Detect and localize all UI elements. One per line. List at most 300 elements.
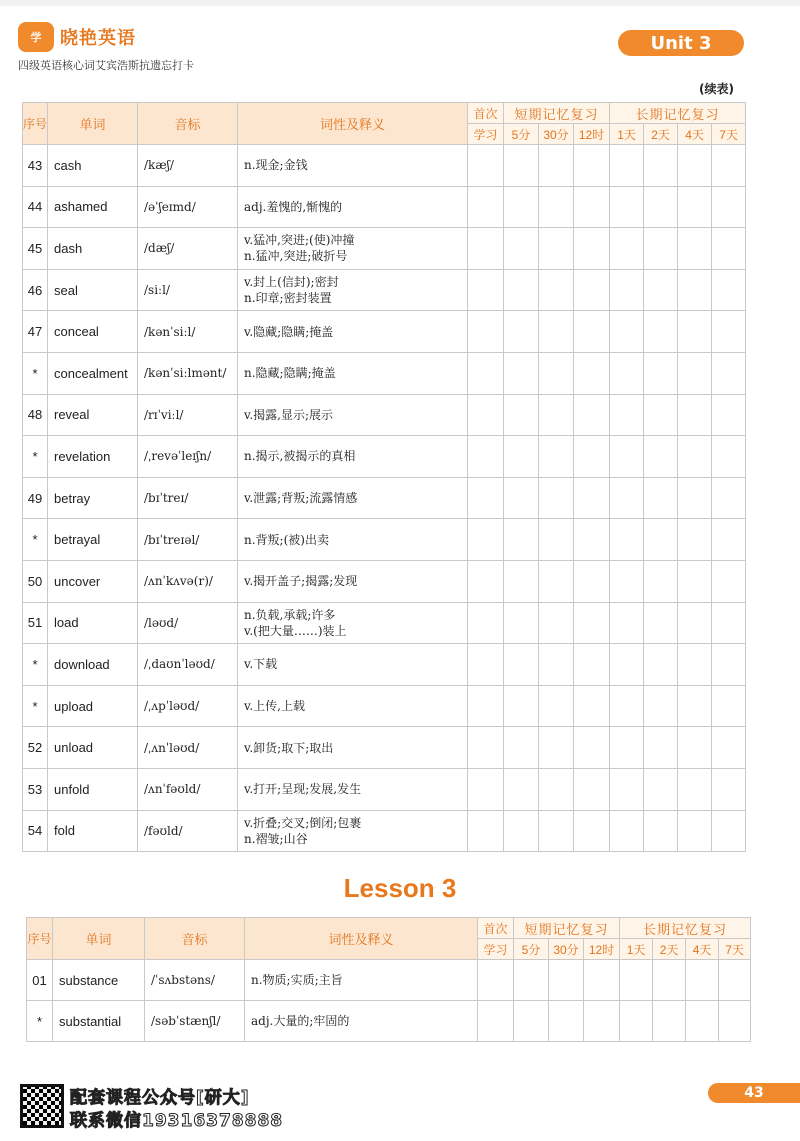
word-phonetic: /kənˈsiːlmənt/ <box>138 352 238 394</box>
word-number: 53 <box>23 768 48 810</box>
word-definition <box>238 311 468 353</box>
review-checkbox-cell[interactable] <box>678 560 712 602</box>
review-checkbox-cell[interactable] <box>712 644 746 686</box>
word-definition <box>238 228 468 270</box>
word-phonetic: /ˈsʌbstəns/ <box>145 960 245 1001</box>
review-checkbox-cell[interactable] <box>468 644 504 686</box>
review-checkbox-cell[interactable] <box>712 477 746 519</box>
header-first-study: 首次 <box>478 918 514 939</box>
review-checkbox-cell[interactable] <box>468 768 504 810</box>
review-checkbox-cell[interactable] <box>574 352 610 394</box>
header-interval: 5分 <box>514 939 549 960</box>
definition-line: n.隐藏;隐瞒;掩盖 <box>244 366 336 381</box>
page-top-strip <box>0 0 800 6</box>
word-text: conceal <box>48 311 138 353</box>
review-checkbox-cell[interactable] <box>539 145 574 187</box>
review-checkbox-cell[interactable] <box>574 394 610 436</box>
header-interval: 4天 <box>686 939 719 960</box>
header-interval: 12时 <box>574 124 610 145</box>
lesson-vocab-table <box>26 917 751 1042</box>
vocab-table <box>22 102 746 852</box>
review-checkbox-cell[interactable] <box>468 186 504 228</box>
definition-line: v.揭露,显示;展示 <box>244 407 334 422</box>
word-text: reveal <box>48 394 138 436</box>
review-checkbox-cell[interactable] <box>678 394 712 436</box>
review-checkbox-cell[interactable] <box>644 727 678 769</box>
definition-line: v.折叠;交叉;倒闭;包裹 <box>244 815 362 830</box>
review-checkbox-cell[interactable] <box>610 644 644 686</box>
word-number: * <box>23 519 48 561</box>
review-checkbox-cell[interactable] <box>504 145 539 187</box>
review-checkbox-cell[interactable] <box>644 602 678 644</box>
word-text: upload <box>48 685 138 727</box>
word-definition <box>238 269 468 311</box>
review-checkbox-cell[interactable] <box>539 727 574 769</box>
word-definition <box>238 768 468 810</box>
review-checkbox-cell[interactable] <box>549 960 584 1001</box>
unit-label: Unit 3 <box>618 30 744 56</box>
word-text: substance <box>53 960 145 1001</box>
word-number: * <box>23 685 48 727</box>
word-definition <box>238 145 468 187</box>
review-checkbox-cell[interactable] <box>712 519 746 561</box>
review-checkbox-cell[interactable] <box>539 519 574 561</box>
definition-line: v.(把大量……)装上 <box>244 623 347 638</box>
word-phonetic: /ləʊd/ <box>138 602 238 644</box>
review-checkbox-cell[interactable] <box>644 186 678 228</box>
review-checkbox-cell[interactable] <box>504 228 539 270</box>
word-definition <box>238 186 468 228</box>
word-phonetic: /ˌʌpˈləʊd/ <box>138 685 238 727</box>
review-checkbox-cell[interactable] <box>539 810 574 852</box>
review-checkbox-cell[interactable] <box>678 644 712 686</box>
review-checkbox-cell[interactable] <box>610 560 644 602</box>
table-row <box>27 960 751 1001</box>
definition-line: v.隐藏;隐瞒;掩盖 <box>244 324 334 339</box>
review-checkbox-cell[interactable] <box>549 1001 584 1042</box>
word-text: revelation <box>48 436 138 478</box>
review-checkbox-cell[interactable] <box>644 352 678 394</box>
header-first-study-2: 学习 <box>478 939 514 960</box>
review-checkbox-cell[interactable] <box>468 727 504 769</box>
review-checkbox-cell[interactable] <box>678 352 712 394</box>
word-number: * <box>23 644 48 686</box>
review-checkbox-cell[interactable] <box>610 311 644 353</box>
review-checkbox-cell[interactable] <box>574 145 610 187</box>
review-checkbox-cell[interactable] <box>504 768 539 810</box>
word-phonetic: /ˌdaʊnˈləʊd/ <box>138 644 238 686</box>
word-number: 45 <box>23 228 48 270</box>
word-definition <box>238 436 468 478</box>
word-number: 52 <box>23 727 48 769</box>
review-checkbox-cell[interactable] <box>539 685 574 727</box>
review-checkbox-cell[interactable] <box>644 394 678 436</box>
review-checkbox-cell[interactable] <box>678 186 712 228</box>
review-checkbox-cell[interactable] <box>478 960 514 1001</box>
review-checkbox-cell[interactable] <box>644 269 678 311</box>
review-checkbox-cell[interactable] <box>539 228 574 270</box>
review-checkbox-cell[interactable] <box>504 311 539 353</box>
word-definition <box>238 560 468 602</box>
review-checkbox-cell[interactable] <box>678 685 712 727</box>
review-checkbox-cell[interactable] <box>644 810 678 852</box>
review-checkbox-cell[interactable] <box>644 477 678 519</box>
definition-line: v.打开;呈现;发展,发生 <box>244 782 362 797</box>
review-checkbox-cell[interactable] <box>539 269 574 311</box>
word-definition <box>238 519 468 561</box>
review-checkbox-cell[interactable] <box>468 352 504 394</box>
review-checkbox-cell[interactable] <box>468 810 504 852</box>
review-checkbox-cell[interactable] <box>539 394 574 436</box>
footer-promo-line-2: 联系微信19316378888 <box>70 1111 284 1131</box>
word-definition <box>245 960 478 1001</box>
table-row <box>23 269 746 311</box>
review-checkbox-cell[interactable] <box>678 602 712 644</box>
review-checkbox-cell[interactable] <box>468 394 504 436</box>
definition-line: v.泄露;背叛;流露情感 <box>244 491 358 506</box>
review-checkbox-cell[interactable] <box>644 560 678 602</box>
review-checkbox-cell[interactable] <box>539 644 574 686</box>
definition-line: n.揭示,被揭示的真相 <box>244 449 356 464</box>
word-phonetic: /bɪˈtreɪəl/ <box>138 519 238 561</box>
review-checkbox-cell[interactable] <box>644 145 678 187</box>
review-checkbox-cell[interactable] <box>468 228 504 270</box>
review-checkbox-cell[interactable] <box>712 685 746 727</box>
table-row <box>23 145 746 187</box>
review-checkbox-cell[interactable] <box>678 269 712 311</box>
review-checkbox-cell[interactable] <box>719 1001 751 1042</box>
review-checkbox-cell[interactable] <box>712 727 746 769</box>
definition-line: n.现金;金钱 <box>244 158 308 173</box>
word-phonetic: /rɪˈviːl/ <box>138 394 238 436</box>
word-text: unload <box>48 727 138 769</box>
word-definition <box>238 685 468 727</box>
review-checkbox-cell[interactable] <box>610 810 644 852</box>
word-number: 50 <box>23 560 48 602</box>
header-interval: 5分 <box>504 124 539 145</box>
review-checkbox-cell[interactable] <box>504 394 539 436</box>
review-checkbox-cell[interactable] <box>644 436 678 478</box>
review-checkbox-cell[interactable] <box>678 810 712 852</box>
table-row <box>23 519 746 561</box>
word-text: seal <box>48 269 138 311</box>
review-checkbox-cell[interactable] <box>504 644 539 686</box>
review-checkbox-cell[interactable] <box>610 394 644 436</box>
header-interval: 4天 <box>678 124 712 145</box>
word-phonetic: /siːl/ <box>138 269 238 311</box>
word-text: concealment <box>48 352 138 394</box>
word-number: 48 <box>23 394 48 436</box>
table-row <box>23 644 746 686</box>
word-number: 51 <box>23 602 48 644</box>
review-checkbox-cell[interactable] <box>574 768 610 810</box>
review-checkbox-cell[interactable] <box>610 727 644 769</box>
header-definition: 词性及释义 <box>245 918 478 960</box>
definition-line: v.揭开盖子;揭露;发现 <box>244 574 358 589</box>
review-checkbox-cell[interactable] <box>468 519 504 561</box>
review-checkbox-cell[interactable] <box>468 311 504 353</box>
header-first-study: 首次 <box>468 103 504 124</box>
review-checkbox-cell[interactable] <box>504 186 539 228</box>
review-checkbox-cell[interactable] <box>686 960 719 1001</box>
review-checkbox-cell[interactable] <box>504 519 539 561</box>
review-checkbox-cell[interactable] <box>574 685 610 727</box>
word-phonetic: /səbˈstænʃl/ <box>145 1001 245 1042</box>
header-interval: 2天 <box>653 939 686 960</box>
definition-line: n.背叛;(被)出卖 <box>244 532 329 547</box>
review-checkbox-cell[interactable] <box>468 602 504 644</box>
continued-note: (续表) <box>699 82 734 96</box>
header-interval: 1天 <box>610 124 644 145</box>
review-checkbox-cell[interactable] <box>678 519 712 561</box>
table-row <box>23 186 746 228</box>
review-checkbox-cell[interactable] <box>584 1001 620 1042</box>
review-checkbox-cell[interactable] <box>712 394 746 436</box>
review-checkbox-cell[interactable] <box>574 727 610 769</box>
review-checkbox-cell[interactable] <box>468 685 504 727</box>
header-word: 单词 <box>53 918 145 960</box>
header-interval: 1天 <box>620 939 653 960</box>
word-phonetic: /kæʃ/ <box>138 145 238 187</box>
review-checkbox-cell[interactable] <box>712 560 746 602</box>
review-checkbox-cell[interactable] <box>610 352 644 394</box>
review-checkbox-cell[interactable] <box>504 727 539 769</box>
review-checkbox-cell[interactable] <box>653 1001 686 1042</box>
definition-line: v.上传,上载 <box>244 699 305 714</box>
header-short-term: 短期记忆复习 <box>514 918 620 939</box>
definition-line: v.下载 <box>244 657 278 672</box>
review-checkbox-cell[interactable] <box>468 145 504 187</box>
word-text: fold <box>48 810 138 852</box>
review-checkbox-cell[interactable] <box>574 810 610 852</box>
word-number: * <box>23 352 48 394</box>
review-checkbox-cell[interactable] <box>712 269 746 311</box>
header-interval: 2天 <box>644 124 678 145</box>
definition-line: v.猛冲,突进;(使)冲撞 <box>244 233 355 248</box>
review-checkbox-cell[interactable] <box>539 477 574 519</box>
word-phonetic: /dæʃ/ <box>138 228 238 270</box>
word-definition <box>238 394 468 436</box>
word-phonetic: /əˈʃeɪmd/ <box>138 186 238 228</box>
review-checkbox-cell[interactable] <box>504 810 539 852</box>
review-checkbox-cell[interactable] <box>574 644 610 686</box>
header-phonetic: 音标 <box>145 918 245 960</box>
word-text: dash <box>48 228 138 270</box>
word-number: 47 <box>23 311 48 353</box>
definition-line: n.褶皱;山谷 <box>244 831 308 846</box>
table-row <box>23 685 746 727</box>
review-checkbox-cell[interactable] <box>539 560 574 602</box>
definition-line: n.负载,承载;许多 <box>244 607 336 622</box>
header-interval: 30分 <box>539 124 574 145</box>
review-checkbox-cell[interactable] <box>678 311 712 353</box>
word-text: betray <box>48 477 138 519</box>
review-checkbox-cell[interactable] <box>678 477 712 519</box>
word-text: betrayal <box>48 519 138 561</box>
review-checkbox-cell[interactable] <box>504 477 539 519</box>
word-definition <box>238 602 468 644</box>
word-number: * <box>23 436 48 478</box>
review-checkbox-cell[interactable] <box>574 228 610 270</box>
review-checkbox-cell[interactable] <box>574 560 610 602</box>
review-checkbox-cell[interactable] <box>620 1001 653 1042</box>
review-checkbox-cell[interactable] <box>504 352 539 394</box>
review-checkbox-cell[interactable] <box>712 436 746 478</box>
table-row <box>23 394 746 436</box>
review-checkbox-cell[interactable] <box>712 311 746 353</box>
table-row <box>23 727 746 769</box>
table-row <box>23 768 746 810</box>
table-row <box>23 228 746 270</box>
review-checkbox-cell[interactable] <box>610 436 644 478</box>
review-checkbox-cell[interactable] <box>574 269 610 311</box>
review-checkbox-cell[interactable] <box>712 352 746 394</box>
review-checkbox-cell[interactable] <box>644 311 678 353</box>
review-checkbox-cell[interactable] <box>574 186 610 228</box>
review-checkbox-cell[interactable] <box>610 228 644 270</box>
word-definition <box>238 810 468 852</box>
review-checkbox-cell[interactable] <box>610 519 644 561</box>
review-checkbox-cell[interactable] <box>678 768 712 810</box>
definition-line: n.物质;实质;主旨 <box>251 973 343 987</box>
review-checkbox-cell[interactable] <box>712 145 746 187</box>
lesson-title: Lesson 3 <box>343 873 457 903</box>
review-checkbox-cell[interactable] <box>712 602 746 644</box>
table-row <box>23 602 746 644</box>
definition-line: n.印章;密封装置 <box>244 291 332 306</box>
review-checkbox-cell[interactable] <box>468 269 504 311</box>
book-subtitle: 四级英语核心词艾宾浩斯抗遗忘打卡 <box>18 59 194 72</box>
word-phonetic: /ˌrevəˈleɪʃn/ <box>138 436 238 478</box>
review-checkbox-cell[interactable] <box>610 768 644 810</box>
review-checkbox-cell[interactable] <box>678 436 712 478</box>
review-checkbox-cell[interactable] <box>539 602 574 644</box>
table-row <box>23 477 746 519</box>
table-row <box>23 311 746 353</box>
review-checkbox-cell[interactable] <box>610 602 644 644</box>
word-number: 44 <box>23 186 48 228</box>
review-checkbox-cell[interactable] <box>504 602 539 644</box>
review-checkbox-cell[interactable] <box>504 560 539 602</box>
brand-logo <box>18 22 136 52</box>
header-definition: 词性及释义 <box>238 103 468 145</box>
brand-name: 晓艳英语 <box>60 28 136 49</box>
review-checkbox-cell[interactable] <box>504 436 539 478</box>
word-definition <box>245 1001 478 1042</box>
review-checkbox-cell[interactable] <box>514 1001 549 1042</box>
review-checkbox-cell[interactable] <box>678 228 712 270</box>
word-definition <box>238 727 468 769</box>
word-definition <box>238 352 468 394</box>
word-phonetic: /bɪˈtreɪ/ <box>138 477 238 519</box>
header-phonetic: 音标 <box>138 103 238 145</box>
review-checkbox-cell[interactable] <box>584 960 620 1001</box>
review-checkbox-cell[interactable] <box>712 810 746 852</box>
table-row <box>23 352 746 394</box>
header-seq: 序号 <box>27 918 53 960</box>
word-text: uncover <box>48 560 138 602</box>
review-checkbox-cell[interactable] <box>514 960 549 1001</box>
review-checkbox-cell[interactable] <box>686 1001 719 1042</box>
review-checkbox-cell[interactable] <box>504 269 539 311</box>
review-checkbox-cell[interactable] <box>678 145 712 187</box>
review-checkbox-cell[interactable] <box>644 228 678 270</box>
review-checkbox-cell[interactable] <box>478 1001 514 1042</box>
review-checkbox-cell[interactable] <box>653 960 686 1001</box>
review-checkbox-cell[interactable] <box>574 477 610 519</box>
word-text: unfold <box>48 768 138 810</box>
review-checkbox-cell[interactable] <box>644 685 678 727</box>
review-checkbox-cell[interactable] <box>539 436 574 478</box>
definition-line: adj.羞愧的,惭愧的 <box>244 199 343 214</box>
table-row <box>23 436 746 478</box>
header-interval: 30分 <box>549 939 584 960</box>
word-text: download <box>48 644 138 686</box>
table-row <box>23 810 746 852</box>
review-checkbox-cell[interactable] <box>644 519 678 561</box>
header-first-study-2: 学习 <box>468 124 504 145</box>
review-checkbox-cell[interactable] <box>712 186 746 228</box>
header-interval: 7天 <box>712 124 746 145</box>
review-checkbox-cell[interactable] <box>468 436 504 478</box>
word-definition <box>238 644 468 686</box>
word-text: load <box>48 602 138 644</box>
review-checkbox-cell[interactable] <box>719 960 751 1001</box>
review-checkbox-cell[interactable] <box>620 960 653 1001</box>
definition-line: n.猛冲,突进;破折号 <box>244 249 348 264</box>
page-number: 43 <box>708 1083 800 1103</box>
word-phonetic: /ʌnˈkʌvə(r)/ <box>138 560 238 602</box>
header-seq: 序号 <box>23 103 48 145</box>
word-text: substantial <box>53 1001 145 1042</box>
review-checkbox-cell[interactable] <box>712 768 746 810</box>
review-checkbox-cell[interactable] <box>574 436 610 478</box>
review-checkbox-cell[interactable] <box>610 269 644 311</box>
header-word: 单词 <box>48 103 138 145</box>
review-checkbox-cell[interactable] <box>539 352 574 394</box>
review-checkbox-cell[interactable] <box>678 727 712 769</box>
footer-promo-line-1: 配套课程公众号[研大] <box>70 1088 250 1108</box>
review-checkbox-cell[interactable] <box>539 311 574 353</box>
word-text: ashamed <box>48 186 138 228</box>
table-row <box>23 560 746 602</box>
review-checkbox-cell[interactable] <box>610 145 644 187</box>
word-phonetic: /kənˈsiːl/ <box>138 311 238 353</box>
review-checkbox-cell[interactable] <box>712 228 746 270</box>
review-checkbox-cell[interactable] <box>574 311 610 353</box>
review-checkbox-cell[interactable] <box>644 644 678 686</box>
word-number: 43 <box>23 145 48 187</box>
review-checkbox-cell[interactable] <box>504 685 539 727</box>
review-checkbox-cell[interactable] <box>610 685 644 727</box>
review-checkbox-cell[interactable] <box>574 602 610 644</box>
review-checkbox-cell[interactable] <box>610 477 644 519</box>
review-checkbox-cell[interactable] <box>539 768 574 810</box>
review-checkbox-cell[interactable] <box>574 519 610 561</box>
table-row <box>27 1001 751 1042</box>
word-phonetic: /ʌnˈfəʊld/ <box>138 768 238 810</box>
word-number: * <box>27 1001 53 1042</box>
header-interval: 12时 <box>584 939 620 960</box>
review-checkbox-cell[interactable] <box>468 477 504 519</box>
review-checkbox-cell[interactable] <box>610 186 644 228</box>
review-checkbox-cell[interactable] <box>644 768 678 810</box>
definition-line: v.卸货;取下;取出 <box>244 740 334 755</box>
word-number: 01 <box>27 960 53 1001</box>
review-checkbox-cell[interactable] <box>539 186 574 228</box>
review-checkbox-cell[interactable] <box>468 560 504 602</box>
word-number: 46 <box>23 269 48 311</box>
